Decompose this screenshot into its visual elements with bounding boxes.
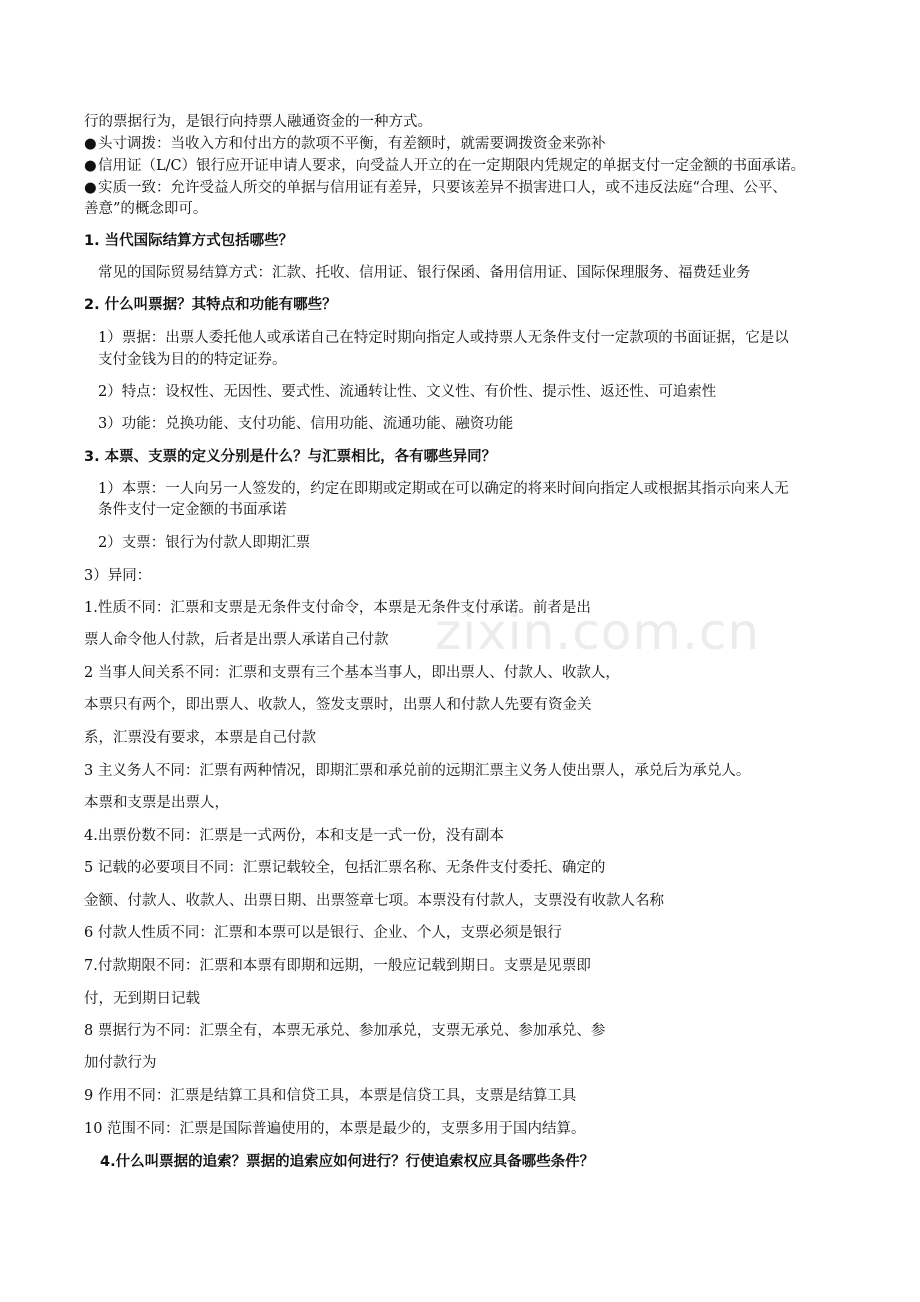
- answer-text: 2）支票：银行为付款人即期汇票: [98, 535, 311, 551]
- list-item: 1.性质不同：汇票和支票是无条件支付命令，本票是无条件支付承诺。前者是出: [84, 600, 591, 616]
- answer-text: 3）异同：: [84, 568, 152, 584]
- answer-text: 3）功能：兑换功能、支付功能、信用功能、流通功能、融资功能: [98, 416, 514, 432]
- list-item: 2 当事人间关系不同：汇票和支票有三个基本当事人，即出票人、付款人、收款人，: [84, 665, 620, 681]
- bullet-dot-icon: ●: [84, 136, 97, 152]
- bullet-text: 信用证（L/C）银行应开证申请人要求，向受益人开立的在一定期限内凭规定的单据支付一定金额的书面承诺。: [98, 158, 806, 174]
- list-item: 8 票据行为不同：汇票全有，本票无承兑、参加承兑，支票无承兑、参加承兑、参: [84, 1023, 606, 1039]
- list-item: 票人命令他人付款，后者是出票人承诺自己付款: [84, 632, 389, 648]
- intro-line: 行的票据行为，是银行向持票人融通资金的一种方式。: [84, 114, 432, 130]
- bullet-text: 实质一致：允许受益人所交的单据与信用证有差异，只要该差异不损害进口人，或不违反法庭“合理、公平、: [98, 180, 787, 196]
- list-item: 3 主义务人不同：汇票有两种情况，即期汇票和承兑前的远期汇票主义务人使出票人，承兑后为承兑人。: [84, 763, 751, 779]
- bullet-dot-icon: ●: [84, 180, 97, 196]
- bullet-continuation: 善意”的概念即可。: [84, 201, 208, 217]
- bullet-item: [84, 178, 787, 198]
- list-item: 4.出票份数不同：汇票是一式两份，本和支是一式一份，没有副本: [84, 828, 504, 844]
- answer-text: 1）票据：出票人委托他人或承诺自己在特定时期向指定人或持票人无条件支付一定款项的书面证据，它是以: [98, 330, 789, 346]
- bullet-item: [84, 156, 805, 176]
- answer-text: 1）本票：一人向另一人签发的，约定在即期或定期或在可以确定的将来时间向指定人或根据其指示向来人无: [98, 481, 789, 497]
- bullet-text: 头寸调拨：当收入方和付出方的款项不平衡，有差额时，就需要调拨资金来弥补: [98, 136, 606, 152]
- question-heading: 4.什么叫票据的追索？票据的追索应如何进行？行使追索权应具备哪些条件？: [100, 1154, 595, 1170]
- list-item: 6 付款人性质不同：汇票和本票可以是银行、企业、个人，支票必须是银行: [84, 925, 562, 941]
- list-item: 金额、付款人、收款人、出票日期、出票签章七项。本票没有付款人，支票没有收款人名称: [84, 893, 664, 909]
- list-item: 付，无到期日记载: [84, 991, 200, 1007]
- list-item: 5 记载的必要项目不同：汇票记载较全，包括汇票名称、无条件支付委托、确定的: [84, 860, 606, 876]
- bullet-dot-icon: ●: [84, 158, 97, 174]
- question-heading: 1. 当代国际结算方式包括哪些？: [84, 233, 294, 249]
- answer-text: 2）特点：设权性、无因性、要式性、流通转让性、文义性、有价性、提示性、返还性、可追索性: [98, 384, 717, 400]
- question-heading: 3. 本票、支票的定义分别是什么？与汇票相比，各有哪些异同？: [84, 449, 497, 465]
- list-item: 加付款行为: [84, 1055, 157, 1071]
- list-item: 9 作用不同：汇票是结算工具和信贷工具，本票是信贷工具，支票是结算工具: [84, 1088, 577, 1104]
- answer-text: 条件支付一定金额的书面承诺: [98, 502, 287, 518]
- bullet-item: [84, 134, 606, 154]
- answer-text: 常见的国际贸易结算方式：汇款、托收、信用证、银行保函、备用信用证、国际保理服务、福费廷业务: [98, 265, 751, 281]
- list-item: 本票和支票是出票人，: [84, 795, 229, 811]
- answer-text: 支付金钱为目的的特定证券。: [98, 352, 287, 368]
- watermark: zixin.com.cn: [435, 603, 761, 661]
- list-item: 10 范围不同：汇票是国际普遍使用的，本票是最少的，支票多用于国内结算。: [84, 1121, 586, 1137]
- list-item: 7.付款期限不同：汇票和本票有即期和远期，一般应记载到期日。支票是见票即: [84, 958, 591, 974]
- list-item: 本票只有两个，即出票人、收款人，签发支票时，出票人和付款人先要有资金关: [84, 697, 592, 713]
- list-item: 系，汇票没有要求，本票是自己付款: [84, 730, 316, 746]
- question-heading: 2. 什么叫票据？其特点和功能有哪些？: [84, 297, 337, 313]
